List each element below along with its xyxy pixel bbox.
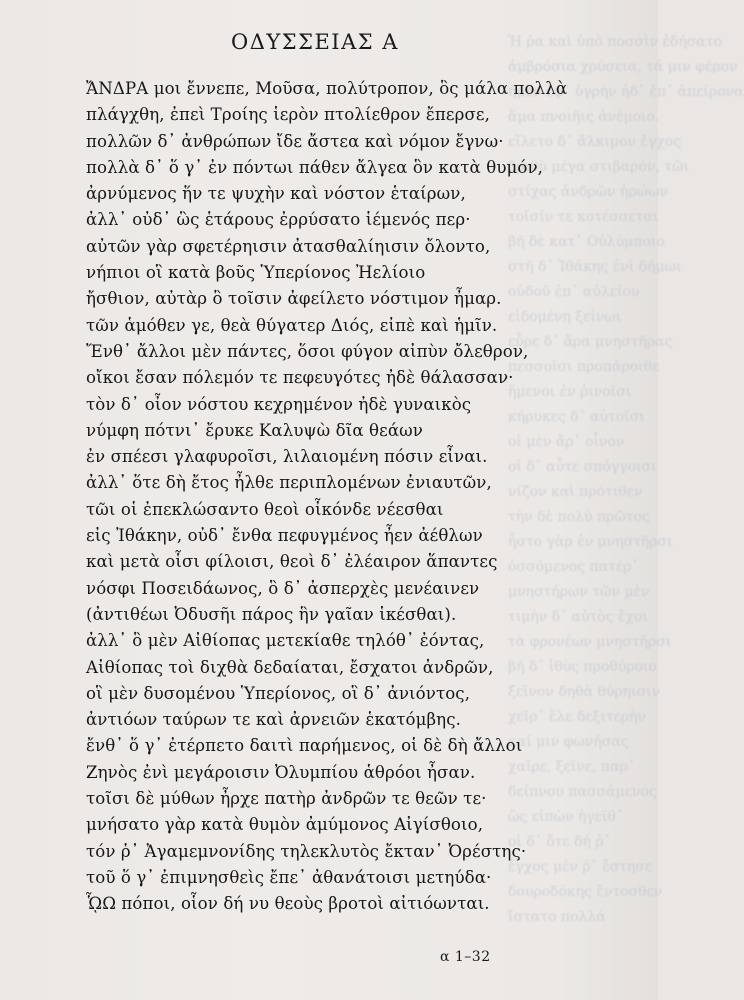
verse-line: ἀλλ᾽ ὃ μὲν Αἰθίοπας μετεκίαθε τηλόθ᾽ ἐόντας, [86, 631, 485, 651]
verse-line: Αἰθίοπας τοὶ διχθὰ δεδαίαται, ἔσχατοι ἀνδρῶν, [86, 657, 494, 677]
verse-line: ἤσθιον, αὐτὰρ ὃ τοῖσιν ἀφείλετο νόστιμον ἦμαρ. [86, 289, 502, 309]
verse-line: τῶι οἱ ἐπεκλώσαντο θεοὶ οἶκόνδε νέεσθαι [86, 499, 444, 519]
verse-line: ἀντιόων ταύρων τε καὶ ἀρνειῶν ἑκατόμβης. [86, 710, 461, 730]
verse-line: ἌΝΔΡΑ μοι ἔννεπε, Μοῦσα, πολύτροπον, ὃς μάλα πολλὰ [86, 79, 568, 98]
verse-line: πολλῶν δ᾽ ἀνθρώπων ἴδε ἄστεα καὶ νόμον ἔγνω· [86, 131, 504, 151]
verse-line: ἀλλ᾽ οὐδ᾽ ὣς ἑτάρους ἐρρύσατο ἱέμενός περ· [86, 210, 471, 230]
verse-line: οἴκοι ἔσαν πόλεμόν τε πεφευγότες ἠδὲ θάλασσαν· [86, 368, 514, 388]
verse-line: εἰς Ἰθάκην, οὐδ᾽ ἔνθα πεφυγμένος ἦεν ἀέθλων [86, 526, 483, 546]
line-reference: α 1–32 [440, 949, 491, 965]
verse-line: ᾯΩ πόποι, οἷον δή νυ θεοὺς βροτοὶ αἰτιόωνται. [86, 894, 490, 914]
verse-line: νήπιοι οἳ κατὰ βοῦς Ὑπερίονος Ἠελίοιο [86, 263, 426, 283]
verse-list [86, 76, 567, 918]
verse-line: τοῖσι δὲ μύθων ἦρχε πατὴρ ἀνδρῶν τε θεῶν τε· [86, 789, 487, 809]
show-through-text: Ἡ ῥα καὶ ὑπὸ ποσσὶν ἐδήσατο ἀμβρόσια χρύσεια, τά μιν φέρον ἠμὲν ἐφ᾽ ὑγρὴν ἠδ᾽ ἐπ᾽ ἀπείρονα ἅμα πνοιῆις ἀνέμοιο. εἵλετο δ᾽ ἄλκιμον ἔγχος βριθὺ μέγα στιβαρόν, τῶι στίχας ἀνδρῶν ἡρώων τοῖσίν τε κοτέσσεται βῆ δὲ κατ᾽ Οὐλύμποιο στῆ δ᾽ Ἰθάκης ἐνὶ δήμωι οὐδοῦ ἐπ᾽ αὐλείου εἰδομένη ξείνωι εὗρε δ᾽ ἄρα μνηστῆρας πεσσοῖσι προπάροιθε ἥμενοι ἐν ῥινοῖσι κήρυκες δ᾽ αὐτοῖσι οἱ μὲν ἄρ᾽ οἶνον οἱ δ᾽ αὖτε σπόγγοισι νίζον καὶ πρότιθεν τὴν δὲ πολὺ πρῶτος ἧστο γὰρ ἐν μνηστῆρσι ὀσσόμενος πατέρ᾽ μνηστήρων τῶν μὲν τιμὴν δ᾽ αὐτὸς ἔχοι τὰ φρονέων μνηστῆρσι βῆ δ᾽ ἰθὺς προθύροιο ξεῖνον δηθὰ θύρηισιν χεῖρ᾽ ἕλε δεξιτερὴν καί μιν φωνήσας χαῖρε, ξεῖνε, παρ᾽ δείπνου πασσάμενος ὣς εἰπὼν ἡγεῖθ᾽ οἱ δ᾽ ὅτε δή ῥ᾽ ἔγχος μέν ῥ᾽ ἔστησε δουροδόκης ἔντοσθεν ἵστατο πολλά [508, 34, 744, 925]
verse-line: τόν ῥ᾽ Ἀγαμεμνονίδης τηλεκλυτὸς ἔκταν᾽ Ὀρέστης· [86, 841, 527, 861]
verse-line: ἀλλ᾽ ὅτε δὴ ἔτος ἦλθε περιπλομένων ἐνιαυτῶν, [86, 473, 492, 493]
verse-line: νύμφη πότνι᾽ ἔρυκε Καλυψὼ δῖα θεάων [86, 420, 423, 440]
verse-line: ἔνθ᾽ ὅ γ᾽ ἐτέρπετο δαιτὶ παρήμενος, οἱ δὲ δὴ ἄλλοι [86, 736, 523, 756]
verse-line: αὐτῶν γὰρ σφετέρηισιν ἀτασθαλίηισιν ὄλοντο, [86, 236, 491, 256]
verse-line: (ἀντιθέωι Ὀδυσῆι πάρος ἣν γαῖαν ἱκέσθαι). [86, 604, 457, 624]
verse-line: ἐν σπέεσι γλαφυροῖσι, λιλαιομένη πόσιν εἶναι. [86, 447, 488, 467]
verse-line: καὶ μετὰ οἷσι φίλοισι, θεοὶ δ᾽ ἐλέαιρον ἅπαντες [86, 552, 498, 572]
verse-line: τὸν δ᾽ οἶον νόστου κεχρημένον ἠδὲ γυναικὸς [86, 394, 472, 414]
verse-line: ἀρνύμενος ἥν τε ψυχὴν καὶ νόστον ἑταίρων, [86, 184, 466, 204]
verse-line: οἳ μὲν δυσομένου Ὑπερίονος, οἳ δ᾽ ἀνιόντος, [86, 683, 471, 703]
verse-line: Ἔνθ᾽ ἄλλοι μὲν πάντες, ὅσοι φύγον αἰπὺν ὄλεθρον, [86, 341, 529, 361]
verse-line: τῶν ἁμόθεν γε, θεὰ θύγατερ Διός, εἰπὲ καὶ ἡμῖν. [86, 315, 498, 335]
verse-line: πολλὰ δ᾽ ὅ γ᾽ ἐν πόντωι πάθεν ἄλγεα ὃν κατὰ θυμόν, [86, 157, 544, 177]
verse-line: Ζηνὸς ἐνὶ μεγάροισιν Ὀλυμπίου ἁθρόοι ἦσαν. [86, 762, 476, 782]
page-title: ΟΔΥΣΣΕΙΑΣ Α [231, 30, 399, 54]
verse-line: νόσφι Ποσειδάωνος, ὃ δ᾽ ἀσπερχὲς μενέαινεν [86, 578, 480, 598]
verse-line: μνήσατο γὰρ κατὰ θυμὸν ἀμύμονος Αἰγίσθοιο, [86, 815, 484, 835]
verse-line: τοῦ ὅ γ᾽ ἐπιμνησθεὶς ἔπε᾽ ἀθανάτοισι μετηύδα· [86, 867, 492, 887]
verse-line: πλάγχθη, ἐπεὶ Τροίης ἱερὸν πτολίεθρον ἔπερσε, [86, 105, 490, 125]
